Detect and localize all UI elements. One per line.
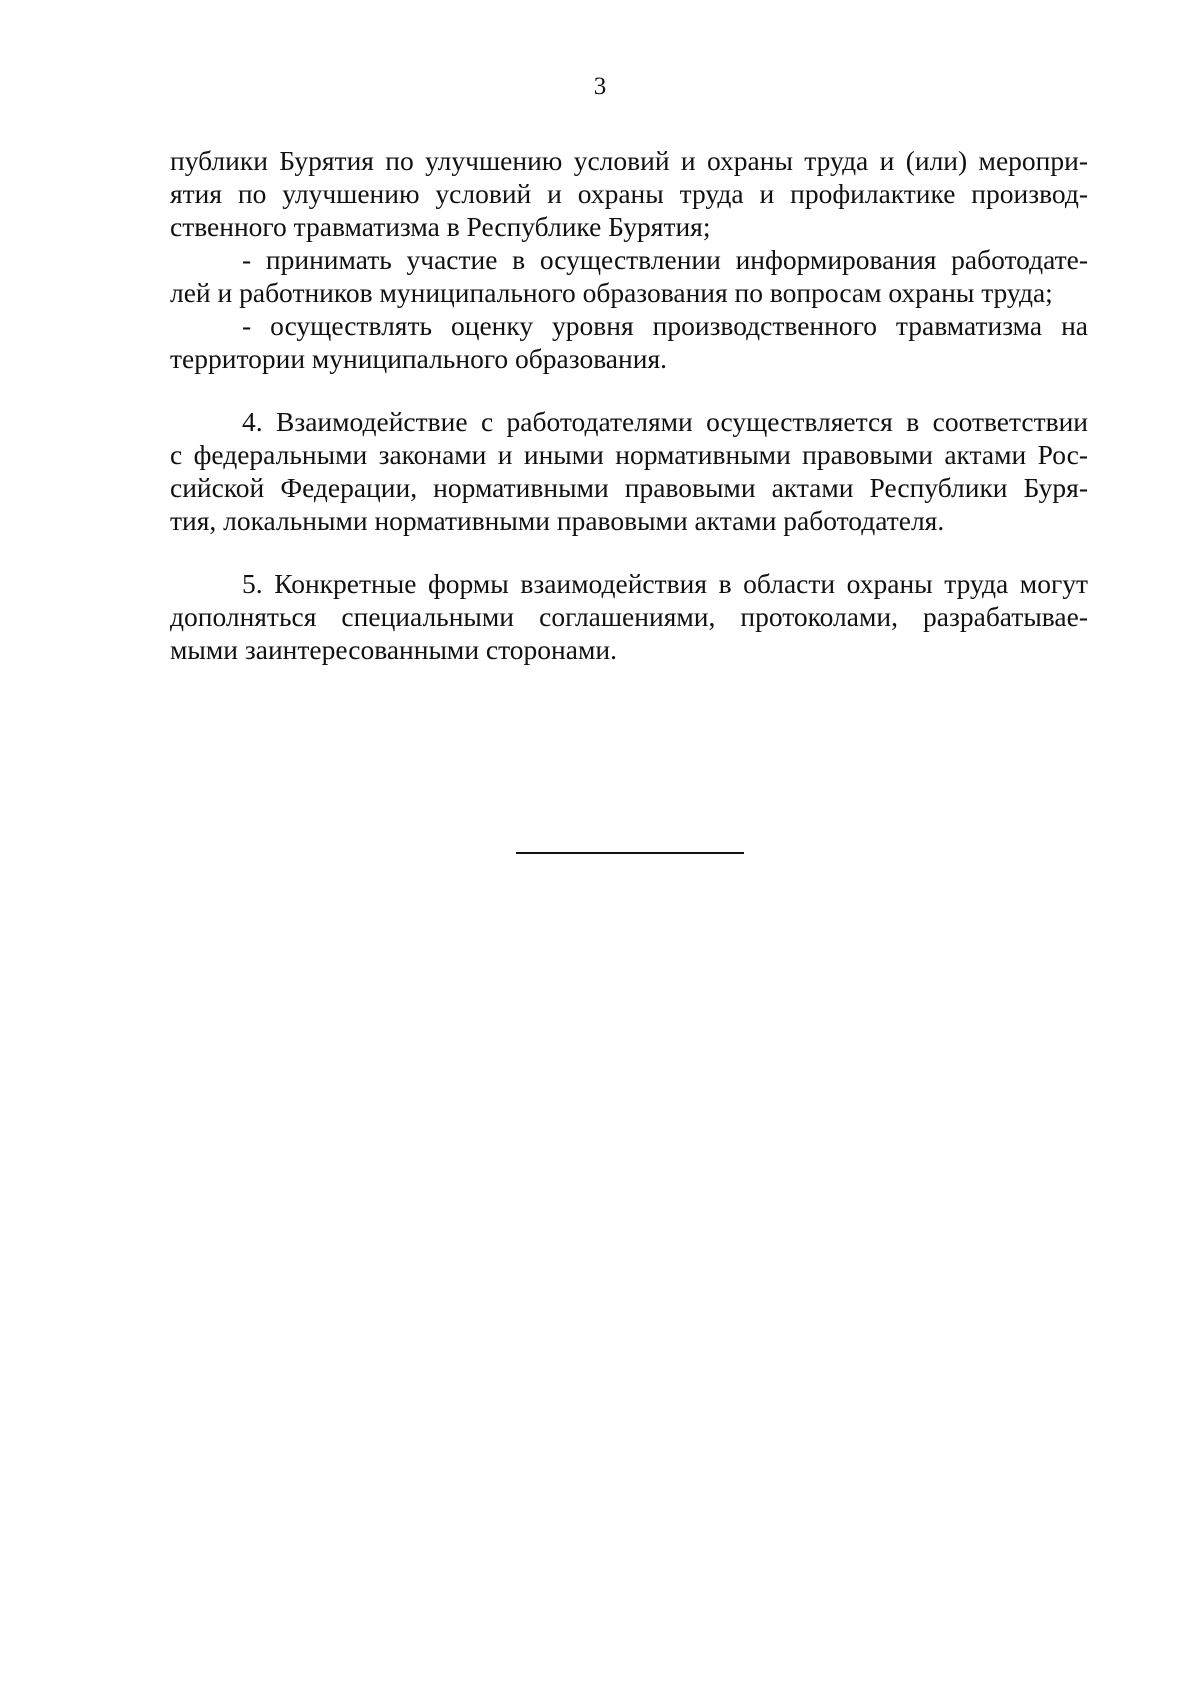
text-line: с федеральными законами и иными нормативными правовыми актами Рос- (170, 439, 1088, 470)
text-line: 4. Взаимодействие с работодателями осуществляется в соответствии (242, 406, 1088, 437)
text-line: ственного травматизма в Республике Бурятия; (170, 211, 711, 242)
text-line: дополняться специальными соглашениями, протоколами, разрабатывае- (170, 601, 1088, 632)
page-number: 3 (593, 73, 607, 100)
paragraph-continuation (170, 144, 1088, 243)
text-line: территории муниципального образования. (170, 343, 667, 374)
bullet-assess-injury-level (170, 309, 1088, 375)
end-of-document-rule (516, 852, 744, 854)
paragraph-item-4 (170, 405, 1088, 537)
paragraph-item-5 (170, 567, 1088, 666)
bullet-inform-employers (170, 243, 1088, 309)
text-line: ятия по улучшению условий и охраны труда и профилактике производ- (170, 178, 1088, 209)
text-line: сийской Федерации, нормативными правовыми актами Республики Буря- (170, 472, 1088, 503)
text-line: - принимать участие в осуществлении информирования работодате- (242, 244, 1088, 275)
text-line: публики Бурятия по улучшению условий и охраны труда и (или) меропри- (170, 145, 1088, 176)
text-line: тия, локальными нормативными правовыми актами работодателя. (170, 505, 945, 536)
text-line: - осуществлять оценку уровня производственного травматизма на (242, 310, 1088, 341)
paragraph-spacer (170, 375, 1088, 405)
document-body (170, 144, 1088, 666)
text-line: мыми заинтересованными сторонами. (170, 634, 617, 665)
text-line: 5. Конкретные формы взаимодействия в области охраны труда могут (242, 568, 1088, 599)
text-line: лей и работников муниципального образования по вопросам охраны труда; (170, 277, 1053, 308)
paragraph-spacer (170, 537, 1088, 567)
